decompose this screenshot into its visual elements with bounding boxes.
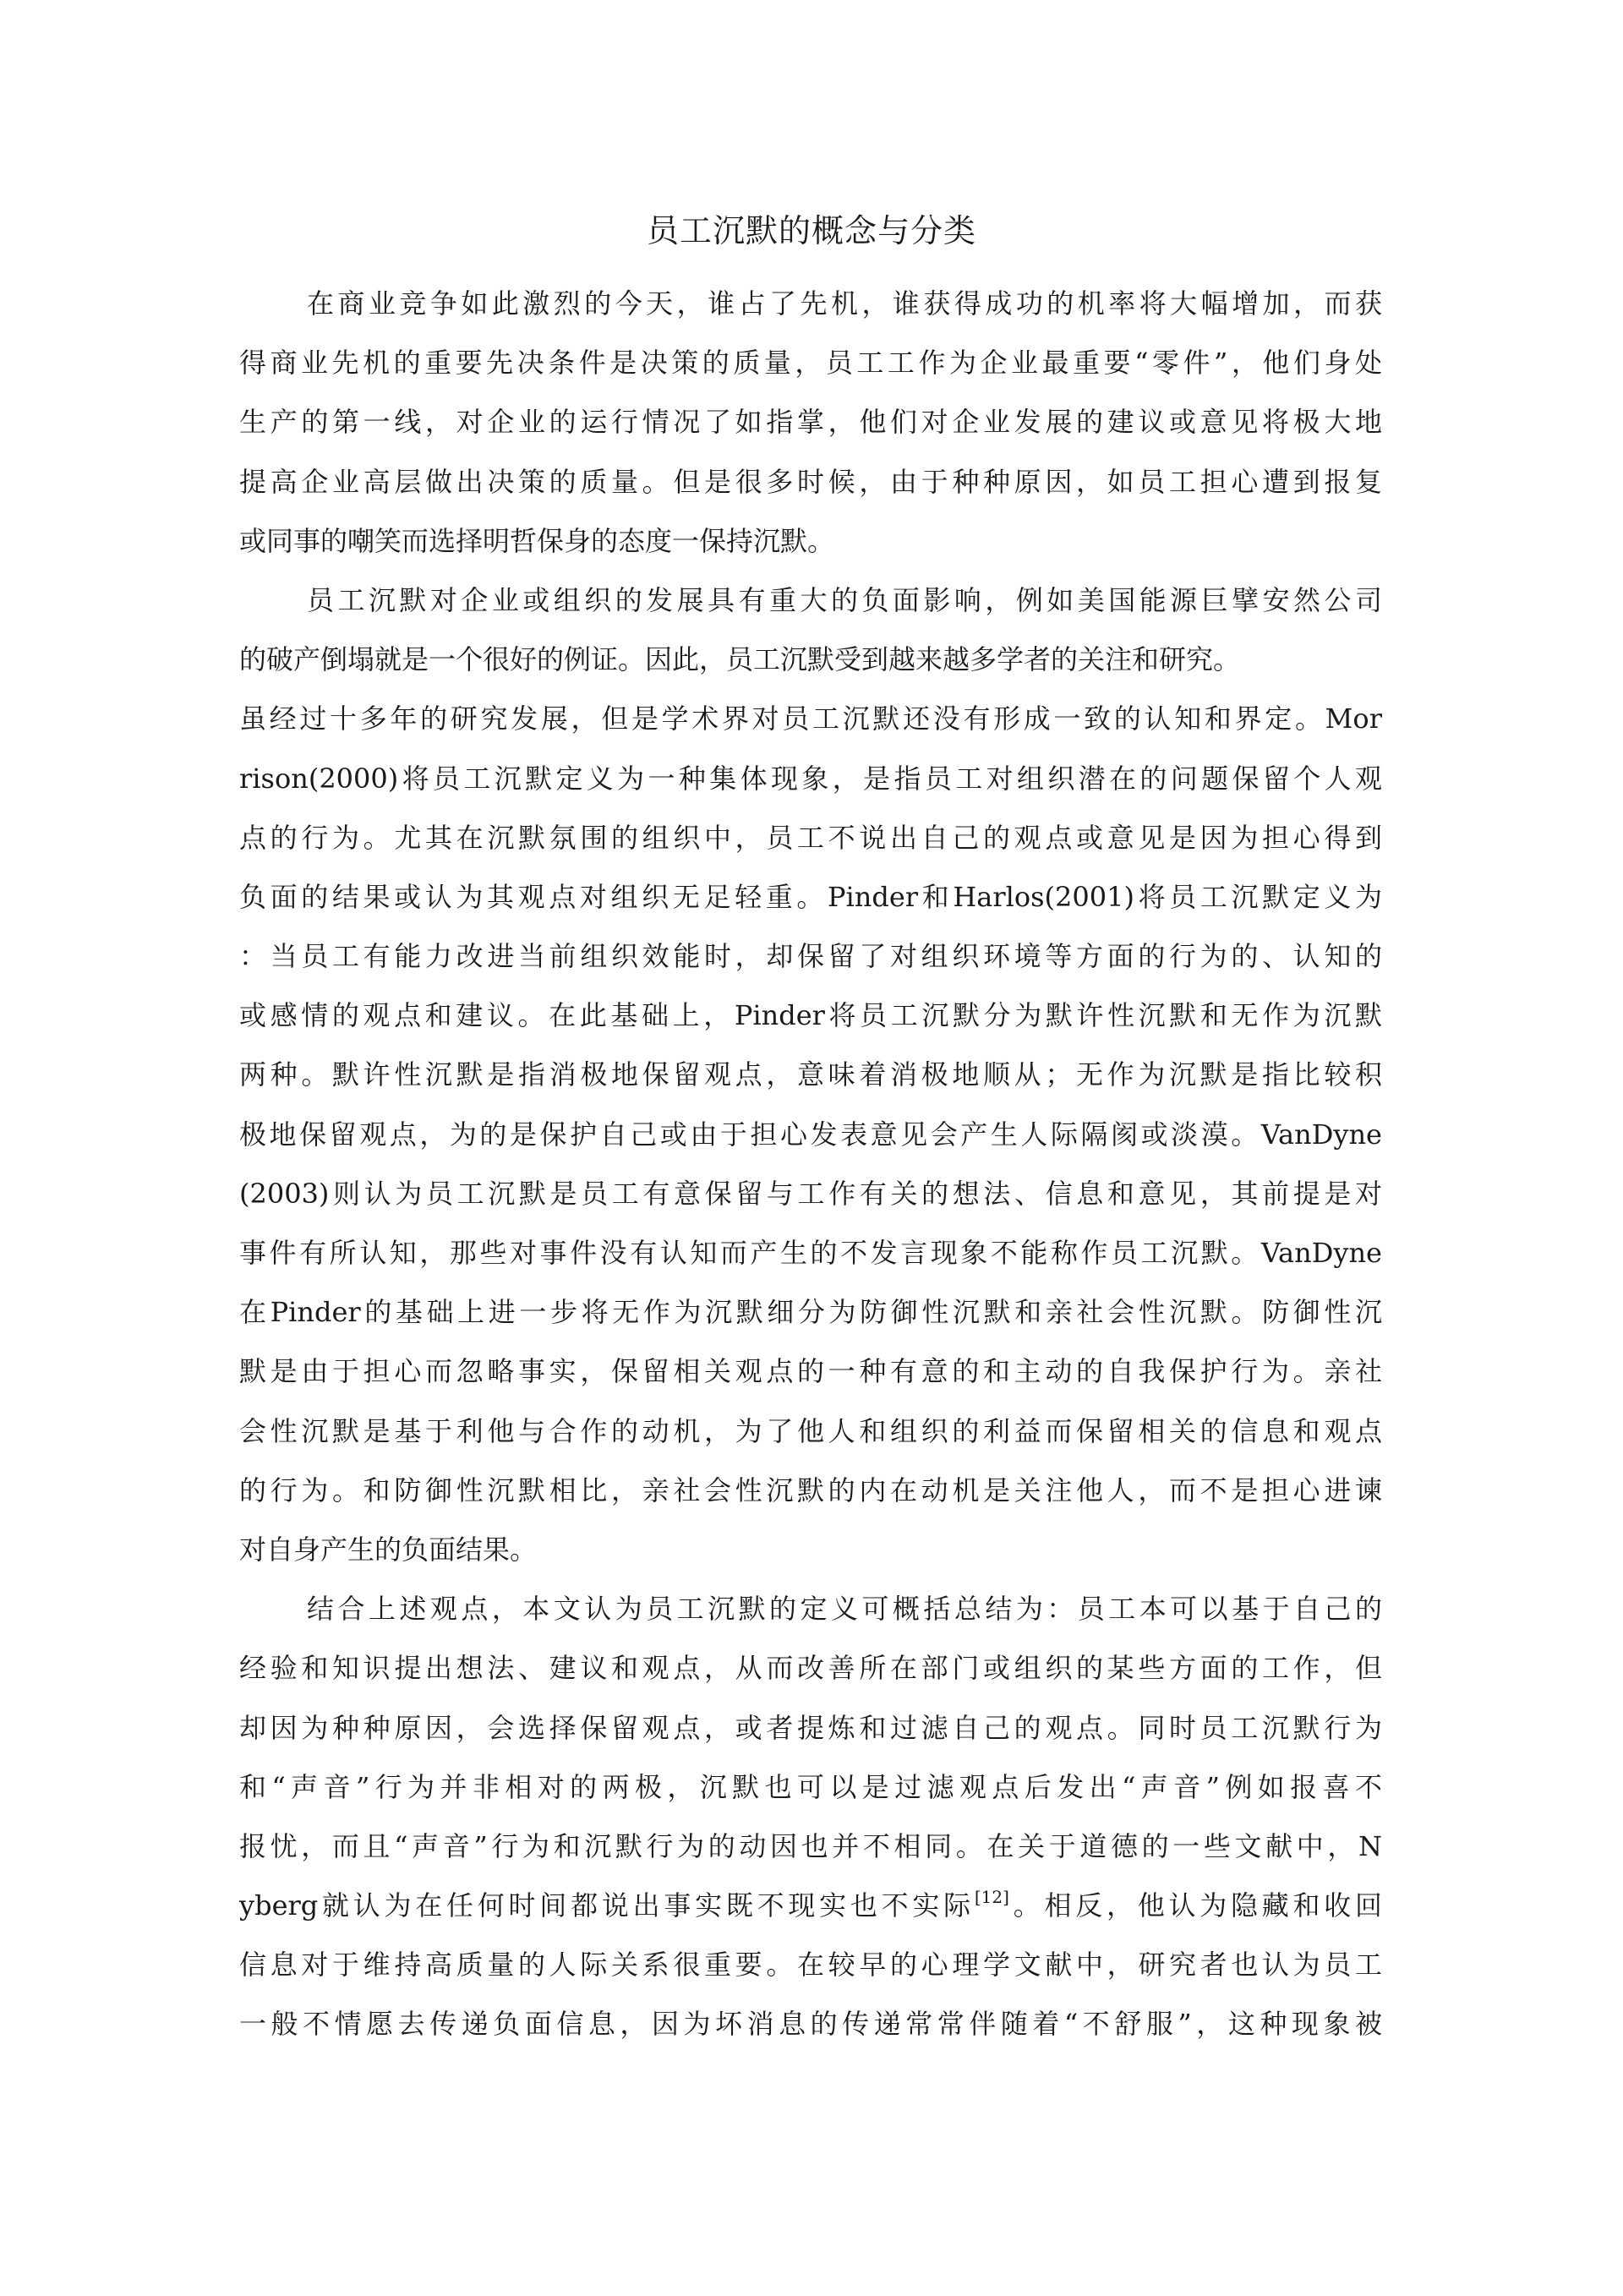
text-line-content: 或感情的观点和建议。在此基础上，Pinder将员工沉默分为默许性沉默和无作为沉默 bbox=[239, 999, 1382, 1032]
text-line-content: yberg就认为在任何时间都说出事实既不现实也不实际 bbox=[239, 1889, 975, 1922]
text-line-content: 生产的第一线，对企业的运行情况了如指掌，他们对企业发展的建议或意见将极大地 bbox=[239, 406, 1382, 439]
text-line bbox=[239, 274, 1382, 333]
text-line bbox=[239, 927, 1382, 986]
text-line-content: 会性沉默是基于利他与合作的动机，为了他人和组织的利益而保留相关的信息和观点 bbox=[239, 1414, 1382, 1447]
text-line-content: 在商业竞争如此激烈的今天，谁占了先机，谁获得成功的机率将大幅增加，而获 bbox=[307, 287, 1382, 320]
text-line-content: ：当员工有能力改进当前组织效能时，却保留了对组织环境等方面的行为的、认知的 bbox=[239, 940, 1382, 973]
text-line-continuation: 。相反，他认为隐藏和收回 bbox=[1008, 1889, 1382, 1922]
text-line-content: 负面的结果或认为其观点对组织无足轻重。Pinder和Harlos(2001)将员工沉默定义为 bbox=[239, 880, 1382, 913]
text-line-content: 却因为种种原因，会选择保留观点，或者提炼和过滤自己的观点。同时员工沉默行为 bbox=[239, 1711, 1382, 1744]
text-line bbox=[239, 1164, 1382, 1223]
text-line bbox=[239, 1758, 1382, 1817]
text-line bbox=[239, 1461, 1382, 1520]
text-line bbox=[239, 1994, 1382, 2053]
text-line-content: 和“声音”行为并非相对的两极，沉默也可以是过滤观点后发出“声音”例如报喜不 bbox=[239, 1770, 1382, 1803]
text-line-content: 经验和知识提出想法、建议和观点，从而改善所在部门或组织的某些方面的工作，但 bbox=[239, 1652, 1382, 1685]
text-line bbox=[239, 1698, 1382, 1758]
text-line-content: (2003)则认为员工沉默是员工有意保留与工作有关的想法、信息和意见，其前提是对 bbox=[239, 1177, 1382, 1210]
citation-marker: [12] bbox=[974, 1887, 1009, 1908]
text-line bbox=[239, 452, 1382, 511]
text-line-content: 两种。默许性沉默是指消极地保留观点，意味着消极地顺从；无作为沉默是指比较积 bbox=[239, 1058, 1382, 1091]
text-line bbox=[239, 808, 1382, 867]
text-line bbox=[239, 1817, 1382, 1876]
text-line-content: 提高企业高层做出决策的质量。但是很多时候，由于种种原因，如员工担心遭到报复 bbox=[239, 465, 1382, 498]
text-line bbox=[239, 571, 1382, 630]
text-line bbox=[239, 630, 1382, 689]
text-line bbox=[239, 1402, 1382, 1461]
document-body bbox=[239, 274, 1382, 2054]
text-line-content: 对自身产生的负面结果。 bbox=[239, 1533, 538, 1566]
text-line-content: 得商业先机的重要先决条件是决策的质量，员工工作为企业最重要“零件”，他们身处 bbox=[239, 347, 1382, 380]
text-line bbox=[239, 333, 1382, 392]
text-line-content: 事件有所认知，那些对事件没有认知而产生的不发言现象不能称作员工沉默。VanDyne bbox=[239, 1237, 1382, 1269]
text-line-content: 员工沉默对企业或组织的发展具有重大的负面影响，例如美国能源巨擘安然公司 bbox=[307, 583, 1382, 616]
text-line bbox=[239, 1105, 1382, 1164]
text-line-content: rison(2000)将员工沉默定义为一种集体现象，是指员工对组织潜在的问题保留个人观 bbox=[239, 762, 1382, 795]
text-line bbox=[239, 1935, 1382, 1994]
text-line bbox=[239, 1638, 1382, 1697]
text-line bbox=[239, 511, 1382, 571]
text-line bbox=[239, 1223, 1382, 1282]
text-line-content: 结合上述观点，本文认为员工沉默的定义可概括总结为：员工本可以基于自己的 bbox=[307, 1593, 1382, 1626]
text-line bbox=[239, 1045, 1382, 1104]
text-line-content: 虽经过十多年的研究发展，但是学术界对员工沉默还没有形成一致的认知和界定。Mor bbox=[239, 702, 1382, 735]
text-line-content: 极地保留观点，为的是保护自己或由于担心发表意见会产生人际隔阂或淡漠。VanDyne bbox=[239, 1118, 1382, 1151]
text-line bbox=[239, 1282, 1382, 1342]
text-line-content: 一般不情愿去传递负面信息，因为坏消息的传递常常伴随着“不舒服”，这种现象被 bbox=[239, 2008, 1382, 2041]
document-title: 员工沉默的概念与分类 bbox=[646, 212, 976, 249]
text-line bbox=[239, 392, 1382, 451]
text-line bbox=[239, 1876, 1382, 1935]
text-line-content: 或同事的嘲笑而选择明哲保身的态度一保持沉默。 bbox=[239, 524, 835, 557]
text-line-content: 默是由于担心而忽略事实，保留相关观点的一种有意的和主动的自我保护行为。亲社 bbox=[239, 1355, 1382, 1388]
text-line bbox=[239, 749, 1382, 808]
text-line-content: 点的行为。尤其在沉默氛围的组织中，员工不说出自己的观点或意见是因为担心得到 bbox=[239, 821, 1382, 854]
text-line-content: 报忧，而且“声音”行为和沉默行为的动因也并不相同。在关于道德的一些文献中，N bbox=[239, 1829, 1382, 1862]
text-line bbox=[239, 986, 1382, 1045]
text-line bbox=[239, 689, 1382, 748]
text-line bbox=[239, 867, 1382, 927]
text-line bbox=[239, 1342, 1382, 1401]
text-line bbox=[239, 1579, 1382, 1638]
text-line-content: 在Pinder的基础上进一步将无作为沉默细分为防御性沉默和亲社会性沉默。防御性沉 bbox=[239, 1296, 1382, 1329]
text-line bbox=[239, 1520, 1382, 1579]
text-line-content: 信息对于维持高质量的人际关系很重要。在较早的心理学文献中，研究者也认为员工 bbox=[239, 1949, 1382, 1982]
text-line-content: 的行为。和防御性沉默相比，亲社会性沉默的内在动机是关注他人，而不是担心进谏 bbox=[239, 1473, 1382, 1506]
text-line-content: 的破产倒塌就是一个很好的例证。因此，员工沉默受到越来越多学者的关注和研究。 bbox=[239, 643, 1241, 676]
